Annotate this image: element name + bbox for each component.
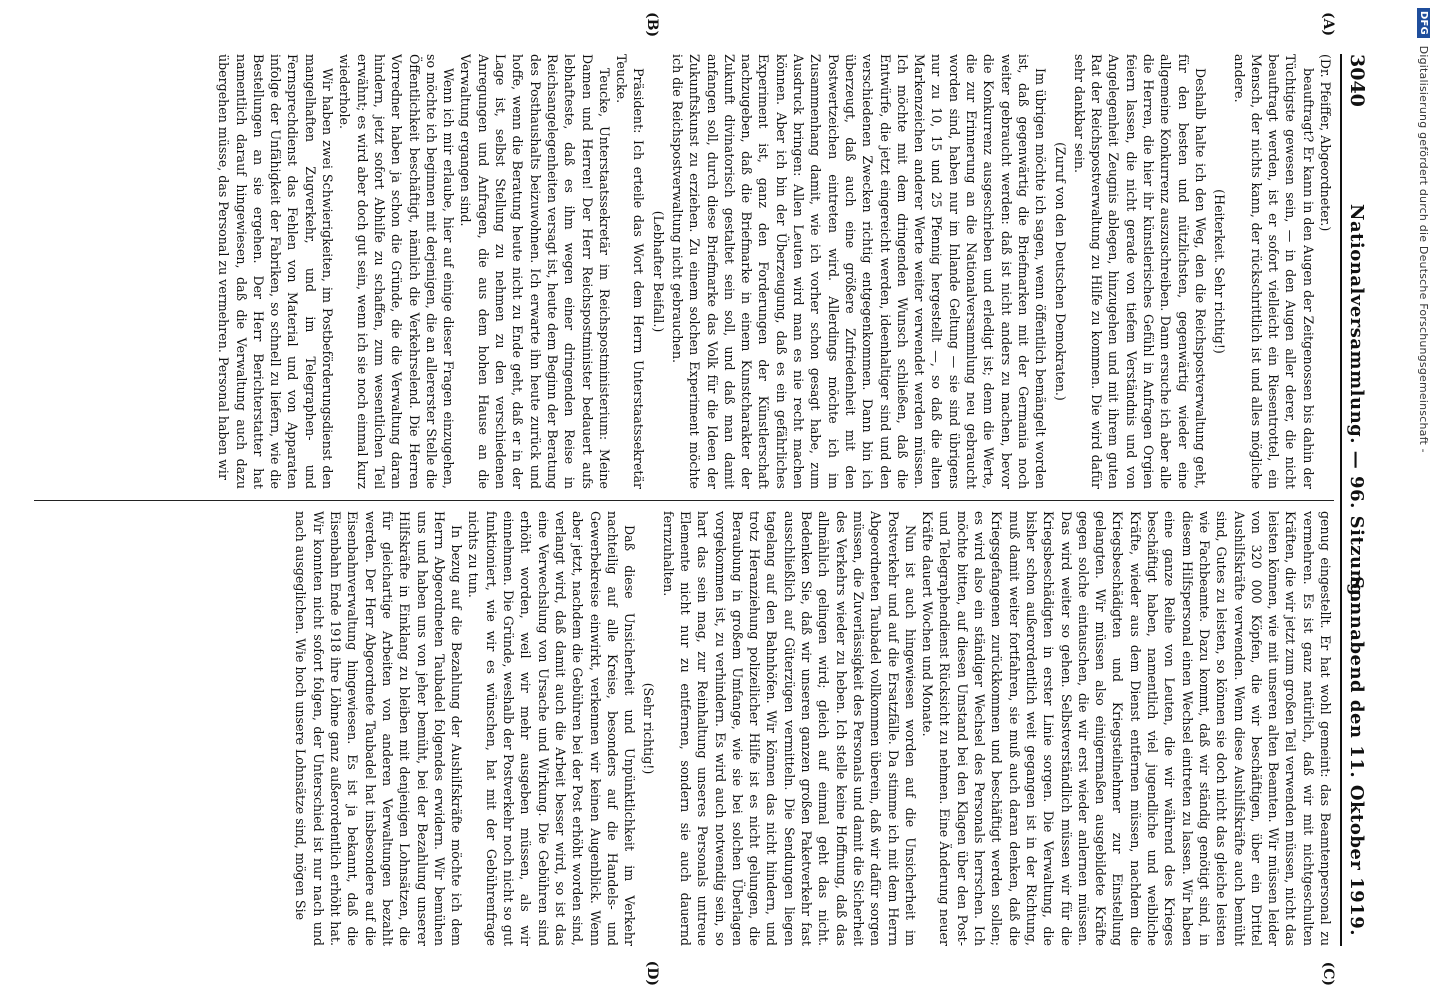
interjection: (Lebhafter Beifall.) (650, 210, 666, 333)
margin-mark-d: (D) (644, 960, 660, 986)
paragraph: Im übrigen möchte ich sagen, wenn öffentlich bemängelt worden ist, daß gegenwärtig die Briefmarken mit der Germania noch weiter gebraucht werden: daß ist nicht anders zu machen, bevor die Konkurrenz ausgeschrieben und erledigt ist; denn die Werte, die zur Erinnerung an die Nationalversammlung neu gebraucht worden sind, haben nur im Inlande Geltung — sie sind übrigens nur zu 10, 15 und 25 Pfennig hergestellt —, so daß die alten Markenzeichen anderer Werte weiter verwendet werden müssen. Ich möchte mit dem dringenden Wunsch schließen, daß die Entwürfe, die jetzt eingereicht werden, ideenhaltiger sind und den verschiedenen Zwecken richtig entgegenkommen. Dann bin ich überzeugt, daß auch eine größere Zufriedenheit mit den Postwertzeichen eintreten wird. Allerdings möchte ich im Zusammenhang damit, wie ich vorher schon gesagt habe, zum Ausdruck bringen: Allen Leuten wird man es nie recht machen können. Aber ich bin der Überzeugung, daß es ein gefährliches Experiment ist, ganz den Forderungen der Künstlerschaft nachzugeben, daß die Briefmarke in einem Kunstcharakter der Zukunft divinatorisch gestaltet sein soll, und daß man damit anfangen soll, durch diese Briefmarke das Volk für die Ideen der Zukunftskunst zu erziehen. Zu einem solchen Experiment möchte ich die Reichspostverwaltung nicht gebrauchen. (670, 54, 1049, 489)
session-date: Sonnabend den 11. Oktober 1919. (1346, 576, 1367, 936)
session-title: Nationalversammlung. — 96. Sitzung. (1346, 204, 1367, 604)
paragraph: Deshalb halte ich den Weg, den die Reichspostverwaltung geht, für den besten und nützlichsten, gegenwärtig wieder eine allgemeine Konkurrenz auszuschreiben. Dann ersuche ich aber alle die Herren, die hier ihr künstlerisches Gefühl in Anfragen Orgien feiern lassen, die nicht gerade von tiefem Verständnis und von Angelegenheit Zeugnis ablegen, hinzugehen und mit ihrem guten Rat der Reichspostverwaltung zu Hilfe zu kommen. Die wird dafür sehr dankbar sein. (1071, 54, 1208, 489)
text-columns (34, 54, 1334, 946)
credit-text: Digitalisierung gefördert durch die Deutsche Forschungsgemeinschaft - (1417, 45, 1430, 453)
paragraph: Wir haben zwei Schwierigkeiten, im Postbeförderungsdienst den mangelhaften Zugverkehr, und im Telegraphen- und Fernsprechdienst das Fehlen von Material und von Apparaten infolge der Unfähigkeit der Fabriken, so schnell zu liefern, wie die Bestellungen an sie ergehen. Der Herr Berichterstatter hat namentlich darauf hingewiesen, daß die Verwaltung auch dazu übergehen müsse, das Personal zu vermehren. Personal haben wir (216, 54, 336, 489)
paragraph: beauftragt? Er kann in den Augen der Zeitgenossen bis dahin der Tüchtigste gewesen sein, — in den Augen aller derer, die nicht beauftragt werden, ist er sofort vielleicht ein Riesentrottel, ein Mensch, der nichts kann, der rückschrittlich ist und alles mögliche andere. (1231, 54, 1316, 489)
paragraph: Nun ist auch hingewiesen worden auf die Unsicherheit im Postverkehr und auf die Ersatzfälle. Da stimme ich mit dem Herrn Abgeordneten Taubadel vollkommen überein, daß wir dafür sorgen müssen, die Zuverlässigkeit des Personals und damit die Sicherheit des Verkehrs wieder zu heben. Ich stelle keine Hoffnung, daß das allmählich gelingen wird; gleich auf einmal geht das nicht. Bedenken Sie, daß wir unseren ganzen großen Paketverkehr fast ausschließlich auf Güterzügen vermitteln. Die Sendungen liegen tagelang auf den Bahnhöfen. Wir können das nicht hindern, und trotz Heranziehung polizeilicher Hilfe ist es nicht gelungen, die Beraubung in großem Umfange, wie sie bei solchen Überlagen vorgekommen ist, zu verhindern. Es wird auch notwendig sein, so hart das sein mag, zur Reinhaltung unseres Personals untreue Elemente nicht nur zu entfernen, sondern sie auch dauernd fernzuhalten. (660, 511, 918, 946)
interjection: (Zuruf von den Deutschen Demokraten.) (1052, 142, 1068, 401)
paragraph: Daß diese Unsicherheit und Unpünktlichkeit im Verkehr nachteilig auf alle Kreise, besonders auf die Handels- und Gewerbekreise einwirkt, verkennen wir keinen Augenblick. Wenn aber jetzt, nachdem die Gebühren bei der Post erhöht worden sind, verlangt wird, daß damit auch die Arbeit besser wird, so ist das eine Verwechslung von Ursache und Wirkung. Die Gebühren sind erhöht worden, weil wir mehr ausgeben müssen, als wir einnehmen. Die Gründe, weshalb der Postverkehr noch nicht so gut funktioniert, wie wir es wünschen, hat mit der Gebührenfrage nichts zu tun. (466, 511, 638, 946)
left-text-column (34, 54, 1334, 489)
paragraph: (Dr. Pfeiffer, Abgeordneter.) (1318, 54, 1333, 232)
interjection: (Heiterkeit. Sehr richtig!) (1212, 189, 1228, 354)
interjection: (Sehr richtig!) (641, 682, 657, 775)
margin-mark-c: (C) (1320, 961, 1336, 986)
paragraph: Wenn ich mir erlaube, hier auf einige dieser Fragen einzugehen, so möchte ich beginnen mit derjenigen, die an allererster Stelle die Öffentlichkeit beschäftigt, nämlich die Verkehrselend. Die Herren Vorredner haben ja schon die Gründe, die die Verwaltung daran hindern, jetzt sofort Abhilfe zu schaffen, zum wesentlichen Teil erwähnt; es wird aber doch gut sein, wenn ich sie noch einmal kurz wiederhole. (337, 54, 457, 489)
margin-mark-a: (A) (1320, 12, 1336, 37)
digitization-credit (1417, 8, 1430, 453)
margin-mark-b: (B) (644, 12, 660, 38)
paragraph: In bezug auf die Bezahlung der Aushilfskräfte möchte ich dem Herrn Abgeordneten Taubadel folgendes erwidern. Wir bemühen uns und haben uns von jeher bemüht, bei der Bezahlung unserer Hilfskräfte in Einklang zu bleiben mit denjenigen Lohnsätzen, die für gleichartige Arbeiten von anderen Verwaltungen bezahlt werden. Der Herr Abgeordnete Taubadel hat insbesondere auf die Eisenbahnverwaltung hingewiesen. Es ist ja bekannt, daß die Eisenbahn Ende 1918 ihre Löhne ganz außerordentlich erhöht hat. Wir konnten nicht sofort folgen, der Unterschied ist nur nach und nach ausgeglichen. Wie hoch unsere Lohnsätze sind, mögen Sie (293, 511, 465, 946)
paragraph: genug eingestellt. Er hat wohl gemeint: das Beamtenpersonal zu vermehren. Es ist ganz natürlich, daß wir mit nichtgeschulten Kräften, die wir jetzt zum großen Teil verwenden müssen, nicht das leisten können, wie mit unseren alten Beamten. Wir müssen leider von 320 000 Köpfen, die wir beschäftigen, über ein Drittel Aushilfskräfte verwenden. Wenn diese Aushilfskräfte auch bemüht sind, Gutes zu leisten, so können sie doch nicht das gleiche leisten wie Fachbeamte. Dazu kommt, daß wir ständig genötigt sind, in diesem Hilfspersonal einen Wechsel eintreten zu lassen. Wir haben eine ganze Reihe von Leuten, die wir während des Krieges beschäftigt haben, namentlich viel jugendliche und weibliche Kräfte, wieder aus dem Dienst entfernen müssen, nachdem die Kriegsbeschädigten und Kriegsteilnehmer zur Einstellung gelangten. Wir müssen also einigermaßen ausgebildete Kräfte gegen solche eintauschen, die wir erst wieder anlernen müssen. Das wird weiter so gehen. Selbstverständlich müssen wir für die Kriegsbeschädigten in erster Linie sorgen. Die Verwaltung, die bisher schon außerordentlich weit gegangen ist in der Richtung, muß damit weiter fortfahren, sie muß auch daran denken, daß die Kriegsgefangenen zurückkommen und beschäftigt werden sollen; es wird also ein ständiger Wechsel des Personals herrschen. Ich möchte bitten, auf diesen Umstand bei den Klagen über den Post- und Telegraphendienst Rücksicht zu nehmen. Eine Änderung neuer Kräfte dauert Wochen und Monate. (920, 511, 1333, 946)
page-number: 3040 (1346, 54, 1368, 107)
right-text-column (34, 511, 1334, 946)
paragraph: Teucke, Unterstaatssekretär im Reichspostministerium: Meine Damen und Herren! Der Herr Reichspostminister bedauert aufs lebhafteste, daß es ihm wegen einer dringenden Reise in Reichsangelegenheiten versagt ist, heute dem Beginn der Beratung des Posthaushalts beizuwohnen. Ich erwarte ihn heute zurück und hoffe, wenn die Beratung heute nicht zu Ende geht, daß er in der Lage ist, selbst Stellung zu nehmen zu den verschiedenen Anregungen und Anfragen, die aus dem hohen Hause an die Verwaltung ergangen sind. (458, 54, 612, 489)
paragraph: Präsident: Ich erteile das Wort dem Herrn Unterstaatssekretär Teucke. (614, 54, 647, 489)
dfg-logo: DFG (1417, 8, 1430, 38)
column-divider (34, 500, 1334, 501)
page-header (1340, 54, 1374, 946)
